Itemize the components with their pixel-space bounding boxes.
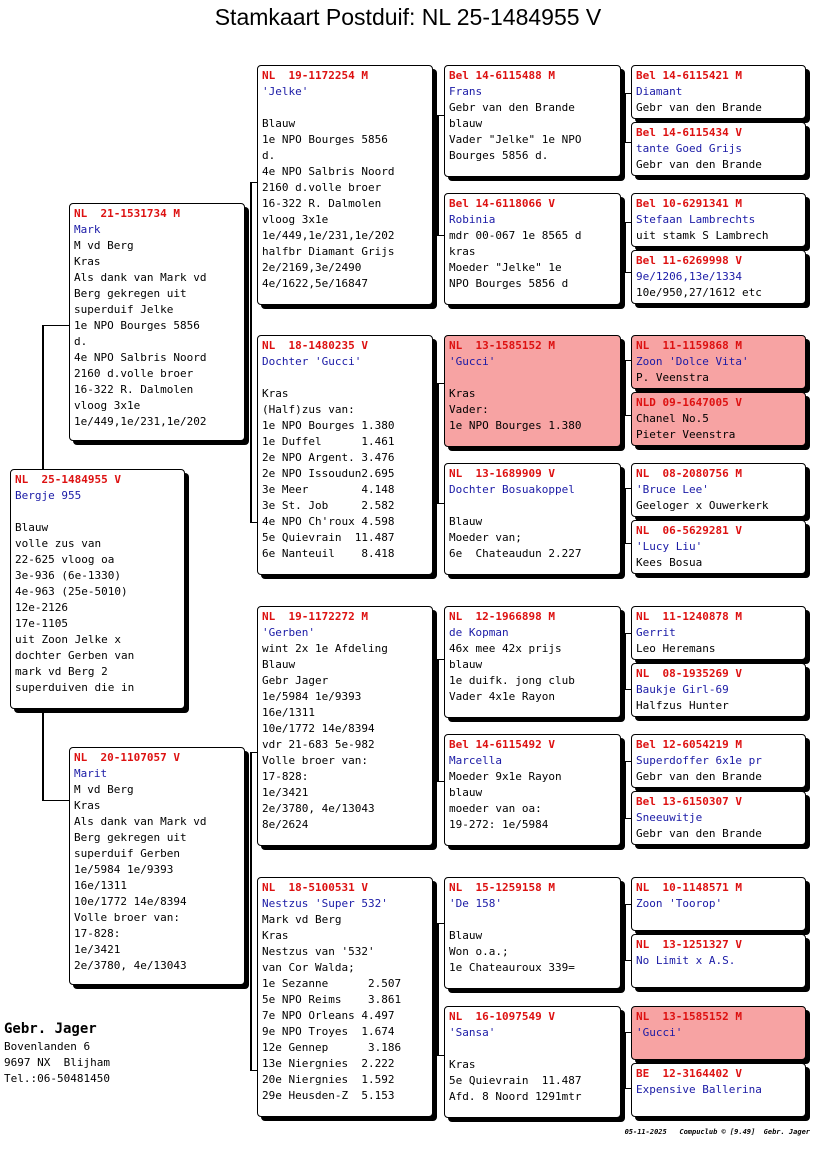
- info-line: (Half)zus van:: [262, 403, 355, 416]
- owner-name: Gebr. Jager: [4, 1021, 97, 1037]
- great-grandparent-card: [444, 65, 621, 177]
- connector-line: [437, 383, 439, 503]
- connector-line: [437, 659, 439, 781]
- ring-number: Bel 11-6269998 V: [636, 254, 742, 267]
- info-line: Moeder van;: [449, 531, 522, 544]
- owner-phone: Tel.:06-50481450: [4, 1072, 110, 1085]
- info-line: 2160 d.volle broer: [74, 367, 194, 380]
- connector-line: [42, 325, 44, 469]
- info-line: Vader "Jelke" 1e NPO: [449, 133, 582, 146]
- ring-number: NL 13-1585152 M: [449, 339, 555, 352]
- info-line: 5e Quievrain 11.487: [262, 531, 395, 544]
- connector-line: [624, 488, 626, 543]
- info-line: Kees Bosua: [636, 556, 703, 569]
- info-line: Moeder 9x1e Rayon: [449, 770, 562, 783]
- gg-grandparent-card: [631, 392, 806, 446]
- info-line: vloog 3x1e: [262, 213, 329, 226]
- pigeon-name: tante Goed Grijs: [636, 142, 742, 155]
- connector-line: [42, 325, 70, 326]
- info-line: 13e Niergnies 2.222: [262, 1057, 395, 1070]
- pigeon-name: Marcella: [449, 754, 502, 767]
- info-line: Gebr van den Brande: [636, 158, 762, 171]
- gg-grandparent-card: [631, 250, 806, 304]
- info-line: Gebr van den Brande: [636, 101, 762, 114]
- info-line: 2e/3780, 4e/13043: [262, 802, 375, 815]
- info-line: uit stamk S Lambrech: [636, 229, 769, 242]
- info-line: Berg gekregen uit: [74, 831, 187, 844]
- great-grandparent-card: [444, 877, 621, 989]
- info-line: 7e NPO Orleans 4.497: [262, 1009, 395, 1022]
- great-grandparent-card: [444, 193, 621, 305]
- ring-number: NL 13-1251327 V: [636, 938, 742, 951]
- info-line: Blauw: [449, 929, 483, 942]
- ring-number: Bel 14-6115434 V: [636, 126, 742, 139]
- info-line: 1e NPO Bourges 5856: [262, 133, 388, 146]
- info-line: 1e Sezanne 2.507: [262, 977, 402, 990]
- gg-grandparent-card: [631, 463, 806, 517]
- info-line: Moeder "Jelke" 1e: [449, 261, 562, 274]
- ring-number: Bel 10-6291341 M: [636, 197, 742, 210]
- info-line: halfbr Diamant Grijs: [262, 245, 395, 258]
- great-grandparent-card: [444, 463, 621, 575]
- pigeon-name: Stefaan Lambrechts: [636, 213, 756, 226]
- pigeon-name: 'Lucy Liu': [636, 540, 703, 553]
- connector-line: [437, 115, 439, 235]
- pigeon-name: Bergje 955: [15, 489, 82, 502]
- ring-number: NL 11-1159868 M: [636, 339, 742, 352]
- pigeon-name: Marit: [74, 767, 108, 780]
- ring-number: Bel 13-6150307 V: [636, 795, 742, 808]
- info-line: mark vd Berg 2: [15, 665, 108, 678]
- info-line: 5e NPO Reims 3.861: [262, 993, 402, 1006]
- info-line: 17-828:: [74, 927, 121, 940]
- ring-number: NL 11-1240878 M: [636, 610, 742, 623]
- info-line: 2e NPO Argent. 3.476: [262, 451, 395, 464]
- info-line: 10e/950,27/1612 etc: [636, 286, 762, 299]
- info-line: vdr 21-683 5e-982: [262, 738, 375, 751]
- info-line: 4e NPO Salbris Noord: [74, 351, 207, 364]
- pigeon-name: de Kopman: [449, 626, 509, 639]
- pigeon-name: Nestzus 'Super 532': [262, 897, 388, 910]
- grandparent-card: [257, 335, 433, 575]
- info-line: mdr 00-067 1e 8565 d: [449, 229, 582, 242]
- info-line: Afd. 8 Noord 1291mtr: [449, 1090, 582, 1103]
- connector-line: [250, 752, 252, 1070]
- connector-line: [624, 222, 626, 272]
- ring-number: NL 13-1689909 V: [449, 467, 555, 480]
- info-line: vloog 3x1e: [74, 399, 141, 412]
- info-line: Kras: [262, 387, 289, 400]
- info-line: Als dank van Mark vd: [74, 815, 207, 828]
- info-line: Als dank van Mark vd: [74, 271, 207, 284]
- info-line: 1e/5984 1e/9393: [262, 690, 362, 703]
- great-grandparent-card: [444, 734, 621, 846]
- ring-number: Bel 14-6118066 V: [449, 197, 555, 210]
- great-grandparent-card: [444, 335, 621, 447]
- info-line: superduiven die in: [15, 681, 135, 694]
- info-line: van Cor Walda;: [262, 961, 355, 974]
- gg-grandparent-card: [631, 1006, 806, 1060]
- connector-line: [624, 904, 626, 960]
- pigeon-name: Gerrit: [636, 626, 676, 639]
- info-line: 4e NPO Salbris Noord: [262, 165, 395, 178]
- info-line: 2e/3780, 4e/13043: [74, 959, 187, 972]
- pigeon-name: 'Sansa': [449, 1026, 496, 1039]
- info-line: 9e NPO Troyes 1.674: [262, 1025, 395, 1038]
- ring-number: NLD 09-1647005 V: [636, 396, 742, 409]
- info-line: 1e Duffel 1.461: [262, 435, 395, 448]
- pigeon-name: 9e/1206,13e/1334: [636, 270, 742, 283]
- info-line: 6e Chateaudun 2.227: [449, 547, 582, 560]
- info-line: Gebr van den Brande: [636, 770, 762, 783]
- info-line: 3e-936 (6e-1330): [15, 569, 121, 582]
- info-line: Gebr van den Brande: [636, 827, 762, 840]
- pigeon-name: 'Gucci': [636, 1026, 683, 1039]
- owner-address: Bovenlanden 6: [4, 1040, 91, 1053]
- info-line: Blauw: [15, 521, 49, 534]
- info-line: dochter Gerben van: [15, 649, 135, 662]
- info-line: [449, 1041, 616, 1057]
- pigeon-name: Superdoffer 6x1e pr: [636, 754, 762, 767]
- info-line: NPO Bourges 5856 d: [449, 277, 569, 290]
- owner-city: 9697 NX Blijham: [4, 1056, 110, 1069]
- info-line: 1e/3421: [262, 786, 309, 799]
- gg-grandparent-card: [631, 193, 806, 247]
- connector-line: [624, 761, 626, 818]
- pigeon-name: No Limit x A.S.: [636, 954, 736, 967]
- info-line: 16e/1311: [74, 879, 127, 892]
- info-line: 1e/449,1e/231,1e/202: [74, 415, 207, 428]
- gg-grandparent-card: [631, 1063, 806, 1117]
- grandparent-card: [257, 877, 433, 1117]
- info-line: Pieter Veenstra: [636, 428, 736, 441]
- connector-line: [42, 800, 70, 801]
- info-line: Geeloger x Ouwerkerk: [636, 499, 769, 512]
- info-line: 20e Niergnies 1.592: [262, 1073, 395, 1086]
- info-line: Vader:: [449, 403, 489, 416]
- pigeon-name: Dochter 'Gucci': [262, 355, 362, 368]
- ring-number: Bel 14-6115488 M: [449, 69, 555, 82]
- connector-line: [42, 710, 44, 800]
- info-line: Vader 4x1e Rayon: [449, 690, 555, 703]
- father-card: [69, 203, 245, 441]
- ring-number: Bel 14-6115421 M: [636, 69, 742, 82]
- info-line: 1e/5984 1e/9393: [74, 863, 174, 876]
- info-line: 16-322 R. Dalmolen: [74, 383, 194, 396]
- pigeon-name: 'Gucci': [449, 355, 496, 368]
- mother-card: [69, 747, 245, 985]
- info-line: Halfzus Hunter: [636, 699, 729, 712]
- info-line: moeder van oa:: [449, 802, 542, 815]
- footer-credit: 05-11-2025 Compuclub © [9.49] Gebr. Jager: [624, 1128, 810, 1136]
- pigeon-name: 'Jelke': [262, 85, 309, 98]
- info-line: 3e St. Job 2.582: [262, 499, 395, 512]
- connector-line: [624, 633, 626, 689]
- pigeon-name: Frans: [449, 85, 483, 98]
- ring-number: NL 08-2080756 M: [636, 467, 742, 480]
- connector-line: [624, 360, 626, 415]
- ring-number: NL 21-1531734 M: [74, 207, 180, 220]
- grandparent-card: [257, 65, 433, 305]
- gg-grandparent-card: [631, 877, 806, 931]
- info-line: d.: [262, 149, 276, 162]
- great-grandparent-card: [444, 1006, 621, 1118]
- info-line: 12e-2126: [15, 601, 68, 614]
- info-line: superduif Gerben: [74, 847, 180, 860]
- info-line: Gebr van den Brande: [449, 101, 575, 114]
- info-line: 1e/449,1e/231,1e/202: [262, 229, 395, 242]
- pigeon-name: Dochter Bosuakoppel: [449, 483, 575, 496]
- pigeon-name: Sneeuwitje: [636, 811, 703, 824]
- info-line: 5e Quievrain 11.487: [449, 1074, 582, 1087]
- grandparent-card: [257, 606, 433, 846]
- connector-line: [250, 182, 252, 522]
- info-line: [449, 498, 616, 514]
- ring-number: NL 10-1148571 M: [636, 881, 742, 894]
- great-grandparent-card: [444, 606, 621, 718]
- info-line: Volle broer van:: [262, 754, 368, 767]
- page-title: Stamkaart Postduif: NL 25-1484955 V: [214, 4, 602, 30]
- info-line: 19-272: 1e/5984: [449, 818, 549, 831]
- info-line: 2e NPO Issoudun2.695: [262, 467, 395, 480]
- info-line: 2160 d.volle broer: [262, 181, 382, 194]
- info-line: 29e Heusden-Z 5.153: [262, 1089, 395, 1102]
- info-line: Kras: [74, 799, 101, 812]
- info-line: blauw: [449, 117, 483, 130]
- info-line: 10e/1772 14e/8394: [262, 722, 375, 735]
- info-line: [449, 912, 616, 928]
- info-line: Nestzus van '532': [262, 945, 375, 958]
- info-line: P. Veenstra: [636, 371, 709, 384]
- info-line: [262, 370, 428, 386]
- info-line: Leo Heremans: [636, 642, 716, 655]
- info-line: M vd Berg: [74, 783, 134, 796]
- info-line: Blauw: [449, 515, 483, 528]
- ring-number: NL 18-5100531 V: [262, 881, 368, 894]
- info-line: 1e/3421: [74, 943, 121, 956]
- info-line: Kras: [74, 255, 101, 268]
- ring-number: NL 15-1259158 M: [449, 881, 555, 894]
- info-line: Blauw: [262, 117, 296, 130]
- gg-grandparent-card: [631, 520, 806, 574]
- info-line: uit Zoon Jelke x: [15, 633, 121, 646]
- pigeon-name: Diamant: [636, 85, 683, 98]
- pigeon-name: 'De 158': [449, 897, 502, 910]
- ring-number: NL 25-1484955 V: [15, 473, 121, 486]
- ring-number: NL 19-1172254 M: [262, 69, 368, 82]
- info-line: 1e NPO Bourges 5856: [74, 319, 200, 332]
- info-line: wint 2x 1e Afdeling: [262, 642, 388, 655]
- info-line: 4e-963 (25e-5010): [15, 585, 128, 598]
- info-line: Chanel No.5: [636, 412, 709, 425]
- pigeon-name: Mark: [74, 223, 101, 236]
- info-line: Bourges 5856 d.: [449, 149, 549, 162]
- info-line: Berg gekregen uit: [74, 287, 187, 300]
- pigeon-name: Zoon 'Toorop': [636, 897, 723, 910]
- ring-number: Bel 14-6115492 V: [449, 738, 555, 751]
- info-line: 16e/1311: [262, 706, 315, 719]
- info-line: Kras: [262, 929, 289, 942]
- pigeon-name: 'Gerben': [262, 626, 315, 639]
- ring-number: NL 19-1172272 M: [262, 610, 368, 623]
- gg-grandparent-card: [631, 791, 806, 845]
- info-line: Gebr Jager: [262, 674, 329, 687]
- info-line: 17-828:: [262, 770, 309, 783]
- pigeon-name: Robinia: [449, 213, 496, 226]
- info-line: [15, 504, 180, 520]
- info-line: blauw: [449, 786, 483, 799]
- info-line: Mark vd Berg: [262, 913, 342, 926]
- info-line: 1e Chateauroux 339=: [449, 961, 575, 974]
- gg-grandparent-card: [631, 934, 806, 988]
- ring-number: NL 16-1097549 V: [449, 1010, 555, 1023]
- info-line: superduif Jelke: [74, 303, 174, 316]
- gg-grandparent-card: [631, 734, 806, 788]
- pigeon-name: Expensive Ballerina: [636, 1083, 762, 1096]
- info-line: 4e NPO Ch'roux 4.598: [262, 515, 395, 528]
- ring-number: NL 13-1585152 M: [636, 1010, 742, 1023]
- ring-number: NL 06-5629281 V: [636, 524, 742, 537]
- gg-grandparent-card: [631, 663, 806, 717]
- info-line: Kras: [449, 1058, 476, 1071]
- info-line: d.: [74, 335, 88, 348]
- info-line: [449, 370, 616, 386]
- info-line: 6e Nanteuil 8.418: [262, 547, 395, 560]
- info-line: 16-322 R. Dalmolen: [262, 197, 382, 210]
- info-line: 10e/1772 14e/8394: [74, 895, 187, 908]
- info-line: 46x mee 42x prijs: [449, 642, 562, 655]
- gg-grandparent-card: [631, 335, 806, 389]
- info-line: 22-625 vloog oa: [15, 553, 115, 566]
- info-line: 4e/1622,5e/16847: [262, 277, 368, 290]
- info-line: Volle broer van:: [74, 911, 180, 924]
- pigeon-name: Zoon 'Dolce Vita': [636, 355, 749, 368]
- owner-block: [4, 1019, 110, 1087]
- info-line: Blauw: [262, 658, 296, 671]
- pigeon-name: 'Bruce Lee': [636, 483, 709, 496]
- info-line: Won o.a.;: [449, 945, 509, 958]
- info-line: 1e duifk. jong club: [449, 674, 575, 687]
- info-line: 17e-1105: [15, 617, 68, 630]
- ring-number: BE 12-3164402 V: [636, 1067, 742, 1080]
- info-line: 8e/2624: [262, 818, 309, 831]
- ring-number: NL 20-1107057 V: [74, 751, 180, 764]
- ring-number: Bel 12-6054219 M: [636, 738, 742, 751]
- gg-grandparent-card: [631, 606, 806, 660]
- pigeon-name: Baukje Girl-69: [636, 683, 729, 696]
- ring-number: NL 12-1966898 M: [449, 610, 555, 623]
- connector-line: [437, 923, 439, 1055]
- info-line: Kras: [449, 387, 476, 400]
- gg-grandparent-card: [631, 65, 806, 119]
- connector-line: [624, 93, 626, 142]
- info-line: 1e NPO Bourges 1.380: [449, 419, 582, 432]
- ring-number: NL 18-1480235 V: [262, 339, 368, 352]
- connector-line: [624, 1032, 626, 1088]
- gg-grandparent-card: [631, 122, 806, 176]
- info-line: kras: [449, 245, 476, 258]
- subject-card: [10, 469, 185, 709]
- info-line: 1e NPO Bourges 1.380: [262, 419, 395, 432]
- info-line: [262, 100, 428, 116]
- info-line: 3e Meer 4.148: [262, 483, 395, 496]
- info-line: 2e/2169,3e/2490: [262, 261, 362, 274]
- info-line: M vd Berg: [74, 239, 134, 252]
- info-line: 12e Gennep 3.186: [262, 1041, 402, 1054]
- info-line: blauw: [449, 658, 483, 671]
- ring-number: NL 08-1935269 V: [636, 667, 742, 680]
- info-line: volle zus van: [15, 537, 102, 550]
